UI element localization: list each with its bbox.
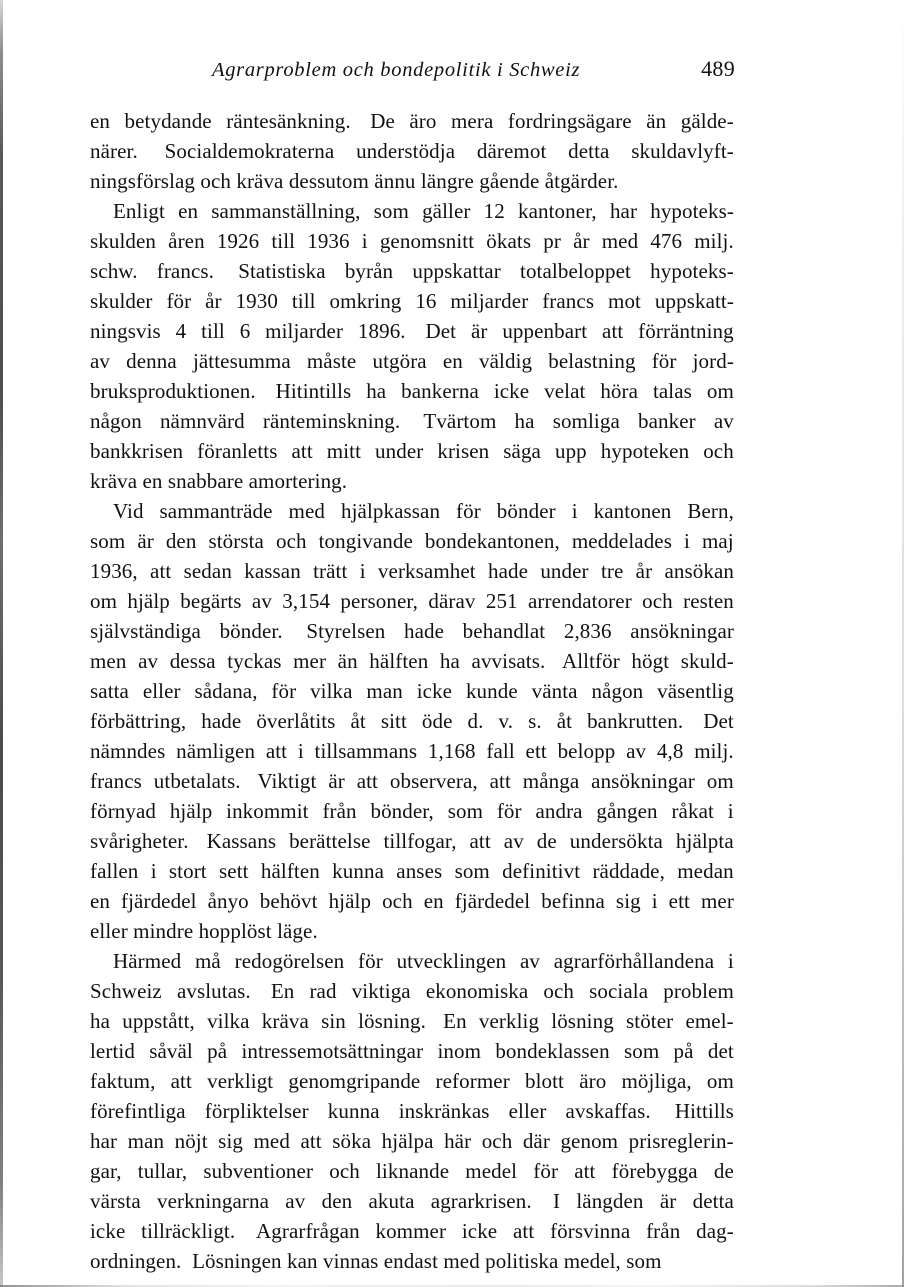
text-line: lertid såväl på intressemotsättningar inom bondeklassen som på det xyxy=(90,1039,734,1063)
paragraph xyxy=(90,946,734,1276)
text-line: ningsvis 4 till 6 miljarder 1896. Det är uppenbart att förräntning xyxy=(90,319,734,343)
text-line: ha uppstått, vilka kräva sin lösning. En verklig lösning stöter emel- xyxy=(90,1009,734,1033)
body-text-block xyxy=(90,106,734,1276)
text-line: fallen i stort sett hälften kunna anses som definitivt räddade, medan xyxy=(90,859,734,883)
paragraph xyxy=(90,496,734,946)
text-line: icke tillräckligt. Agrarfrågan kommer icke att försvinna från dag- xyxy=(90,1219,734,1243)
text-line: bruksproduktionen. Hitintills ha bankerna icke velat höra talas om xyxy=(90,379,734,403)
text-line: men av dessa tyckas mer än hälften ha avvisats. Alltför högt skuld- xyxy=(90,649,734,673)
paragraph xyxy=(90,196,734,496)
text-line: bankkrisen föranletts att mitt under krisen säga upp hypoteken och xyxy=(90,439,734,463)
text-line: kräva en snabbare amortering. xyxy=(90,469,348,493)
text-line: av denna jättesumma måste utgöra en väldig belastning för jord- xyxy=(90,349,734,373)
text-line: Enligt en sammanställning, som gäller 12 kantoner, har hypoteks- xyxy=(113,199,734,223)
scan-edge-left-artifact xyxy=(0,0,3,1287)
running-head-title: Agrarproblem och bondepolitik i Schweiz xyxy=(212,59,581,81)
text-line: någon nämnvärd ränteminskning. Tvärtom ha somliga banker av xyxy=(90,409,734,433)
text-line: satta eller sådana, för vilka man icke kunde vänta någon väsentlig xyxy=(90,679,734,703)
text-line: förnyad hjälp inkommit från bönder, som för andra gången råkat i xyxy=(90,799,734,823)
text-line: om hjälp begärts av 3,154 personer, därav 251 arrendatorer och resten xyxy=(90,589,734,613)
text-line: svårigheter. Kassans berättelse tillfogar, att av de undersökta hjälpta xyxy=(90,829,734,853)
text-line: ordningen. Lösningen kan vinnas endast med politiska medel, som xyxy=(90,1249,662,1273)
page-header xyxy=(90,56,735,86)
text-line: Vid sammanträde med hjälpkassan för bönder i kantonen Bern, xyxy=(113,499,734,523)
text-line: självständiga bönder. Styrelsen hade behandlat 2,836 ansökningar xyxy=(90,619,734,643)
text-line: eller mindre hopplöst läge. xyxy=(90,919,318,943)
text-line: schw. francs. Statistiska byrån uppskattar totalbeloppet hypoteks- xyxy=(90,259,734,283)
text-line: en fjärdedel ånyo behövt hjälp och en fjärdedel befinna sig i ett mer xyxy=(90,889,734,913)
text-line: nämndes nämligen att i tillsammans 1,168 fall ett belopp av 4,8 milj. xyxy=(90,739,734,763)
text-line: har man nöjt sig med att söka hjälpa här och där genom prisreglerin- xyxy=(90,1129,734,1153)
text-line: Härmed må redogörelsen för utvecklingen av agrarförhållandena i xyxy=(113,949,734,973)
text-line: ningsförslag och kräva dessutom ännu längre gående åtgärder. xyxy=(90,169,619,193)
text-line: en betydande räntesänkning. De äro mera fordringsägare än gälde- xyxy=(90,109,734,133)
text-line: som är den största och tongivande bondekantonen, meddelades i maj xyxy=(90,529,734,553)
text-line: skulden åren 1926 till 1936 i genomsnitt ökats pr år med 476 milj. xyxy=(90,229,734,253)
text-line: förefintliga förpliktelser kunna inskränkas eller avskaffas. Hittills xyxy=(90,1099,734,1123)
text-line: värsta verkningarna av den akuta agrarkrisen. I längden är detta xyxy=(90,1189,734,1213)
text-line: 1936, att sedan kassan trätt i verksamhet hade under tre år ansökan xyxy=(90,559,734,583)
text-line: gar, tullar, subventioner och liknande medel för att förebygga de xyxy=(90,1159,734,1183)
paragraph xyxy=(90,106,734,196)
text-line: skulder för år 1930 till omkring 16 miljarder francs mot uppskatt- xyxy=(90,289,734,313)
text-line: faktum, att verkligt genomgripande reformer blott äro möjliga, om xyxy=(90,1069,734,1093)
text-line: närer. Socialdemokraterna understödja däremot detta skuldavlyft- xyxy=(90,139,734,163)
text-line: förbättring, hade överlåtits åt sitt öde d. v. s. åt bankrutten. Det xyxy=(90,709,734,733)
text-line: francs utbetalats. Viktigt är att observera, att många ansökningar om xyxy=(90,769,734,793)
page-number: 489 xyxy=(701,56,735,81)
text-line: Schweiz avslutas. En rad viktiga ekonomiska och sociala problem xyxy=(90,979,734,1003)
